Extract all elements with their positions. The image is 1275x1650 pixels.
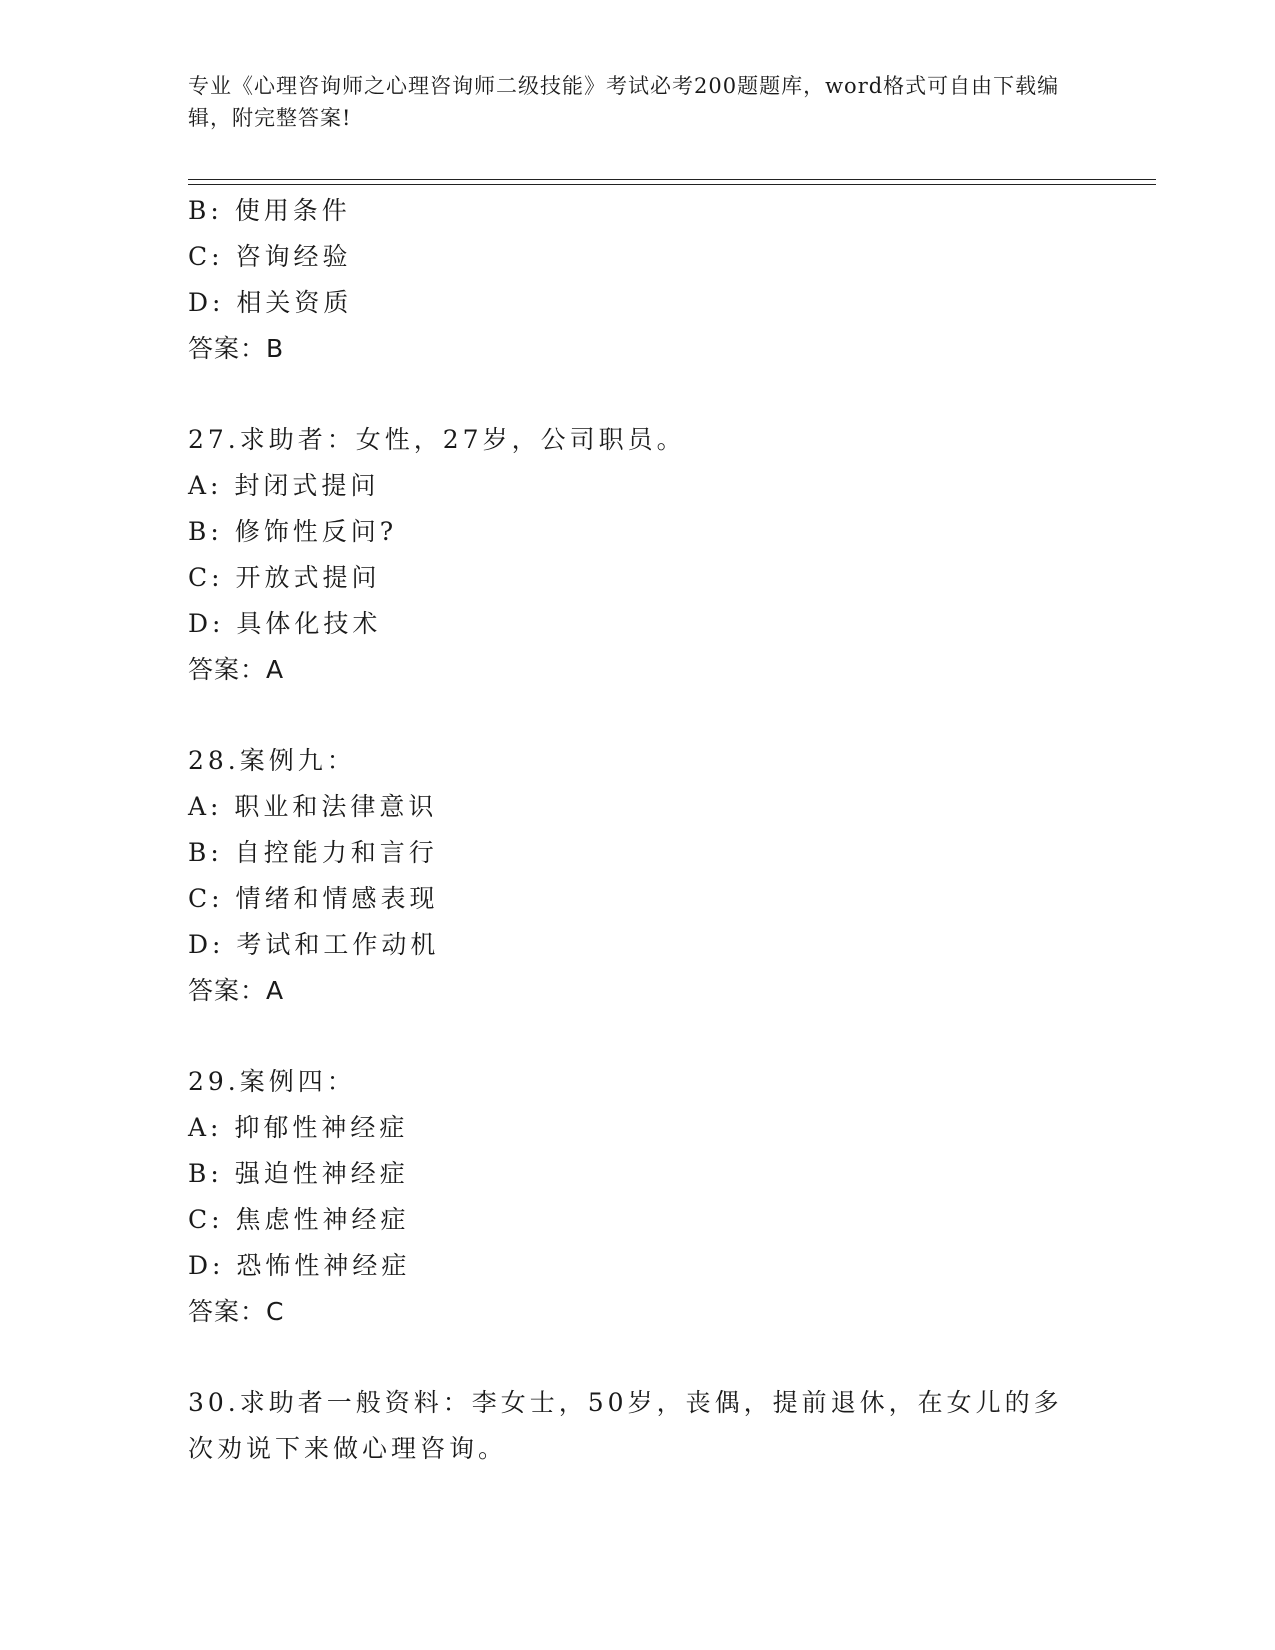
option-b: B: 修饰性反问? — [188, 517, 398, 546]
answer: 答案：A — [188, 655, 285, 684]
question-text: 27.求助者：女性，27岁，公司职员。 — [188, 425, 686, 454]
option-a: A: 抑郁性神经症 — [188, 1113, 409, 1142]
question-26-fragment — [188, 188, 1088, 372]
question-text: 28.案例九： — [188, 746, 356, 775]
option-d: D: 恐怖性神经症 — [188, 1251, 411, 1280]
option-b: B: 强迫性神经症 — [188, 1159, 409, 1188]
option-a: A: 封闭式提问 — [188, 471, 380, 500]
spacer — [188, 1014, 1088, 1059]
question-content — [188, 188, 1088, 1472]
spacer — [188, 372, 1088, 417]
spacer — [188, 693, 1088, 738]
answer: 答案：C — [188, 1297, 285, 1326]
option-a: A: 职业和法律意识 — [188, 792, 438, 821]
document-header — [188, 70, 1068, 134]
option-c: C: 咨询经验 — [188, 242, 352, 271]
answer: 答案：A — [188, 976, 285, 1005]
option-c: C: 情绪和情感表现 — [188, 884, 439, 913]
option-b: B: 使用条件 — [188, 196, 351, 225]
option-c: C: 焦虑性神经症 — [188, 1205, 410, 1234]
question-29 — [188, 1059, 1088, 1335]
question-text: 30.求助者一般资料：李女士，50岁，丧偶，提前退休，在女儿的多次劝说下来做心理咨询。 — [188, 1388, 1063, 1463]
option-d: D: 相关资质 — [188, 288, 353, 317]
option-d: D: 具体化技术 — [188, 609, 382, 638]
question-27 — [188, 417, 1088, 693]
question-28 — [188, 738, 1088, 1014]
question-30 — [188, 1380, 1088, 1472]
answer: 答案：B — [188, 334, 285, 363]
option-c: C: 开放式提问 — [188, 563, 381, 592]
header-divider-bottom — [188, 184, 1156, 185]
spacer — [188, 1335, 1088, 1380]
header-text: 专业《心理咨询师之心理咨询师二级技能》考试必考200题题库，word格式可自由下载编辑，附完整答案! — [188, 74, 1060, 130]
header-divider-top — [188, 179, 1156, 180]
option-d: D: 考试和工作动机 — [188, 930, 440, 959]
option-b: B: 自控能力和言行 — [188, 838, 438, 867]
question-text: 29.案例四： — [188, 1067, 356, 1096]
